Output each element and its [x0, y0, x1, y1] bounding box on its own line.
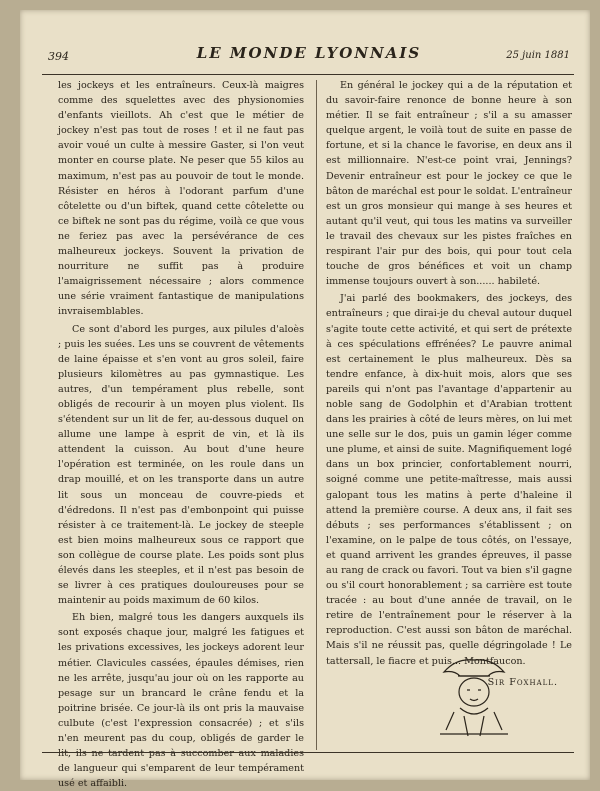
right-paragraph-1: En général le jockey qui a de la réputation et du savoir-faire renonce de bonne heure à son métier. Il se fait entraîneur ; s'il a su amasser quelque argent, le voilà tout de suite en passe de fortune, et si la chance le favorise, en deux ans il est millionnaire. N'est-ce point vrai, Jennings? Devenir entraîneur est pour le jockey ce que le bâton de maréchal est pour le soldat. L'entraîneur est un gros monsieur qui mange à ses heures et autant qu'il veut, qui tous les matins va surveiller le travail des chevaux sur les pistes fraîches en respirant l'air pur des bois, qui pour tout cela touche de gros bénéfices et voit un champ immense toujours ouvert à son...... habileté. [326, 80, 572, 288]
masthead [48, 44, 570, 66]
journal-title: LE MONDE LYONNAIS [196, 44, 422, 62]
header-rule [42, 74, 574, 75]
left-paragraph-2: Ce sont d'abord les purges, aux pilules d'aloès ; puis les suées. Les uns se couvrent de vêtements de laine épaisse et s'en vont au gros soleil, faire plusieurs kilomètres au pas gymnastique. Les autres, d'un tempérament plus rebelle, sont obligés de recourir à un moyen plus violent. Ils s'étendent sur un lit de fer, au-dessous duquel on allume une lampe à esprit de vin, et là ils attendent la cuisson. Au bout d'une heure l'opération est terminée, on les roule dans un drap mouillé, et on les transporte dans un autre lit sous un monceau de couvre-pieds et d'édredons. Il n'est pas d'embonpoint qui puisse résister à ce traitement-là. Le jockey de steeple est bien moins malheureux sous ce rapport que son collègue de course plate. Les poids sont plus élevés dans les steeples, et il n'est pas besoin de se livrer à ces pratiques douloureuses pour se maintenir au poids maximum de 60 kilos. [58, 323, 304, 607]
page-number: 394 [48, 50, 69, 63]
jockey-vignette-illustration [434, 650, 514, 740]
column-divider [316, 80, 317, 750]
right-column [326, 78, 572, 690]
footer-rule [42, 752, 574, 753]
page [20, 10, 590, 790]
left-column [58, 78, 304, 791]
right-paragraph-2: J'ai parlé des bookmakers, des jockeys, des entraîneurs ; que dirai-je du cheval autour duquel s'agite toute cette activité, et qui sert de prétexte à ces spéculations effrénées? Le pauvre animal est certainement le plus malheureux. Dès sa tendre enfance, à dix-huit mois, alors que ses pareils qui n'ont pas l'avantage d'appartenir au noble sang de Godolphin et d'Arabian trottent dans les prairies à côté de leurs mères, on lui met une selle sur le dos, puis un gamin léger comme une plume, et ainsi de suite. Magnifiquement logé dans un box princier, confortablement nourri, soigné comme une petite-maîtresse, mais aussi galopant tous les matins à perte d'haleine il attend la première course. A deux ans, il fait ses débuts ; ses performances s'établissent ; on l'examine, on le palpe de tous côtés, on l'essaye, et quand arrivent les grandes épreuves, il passe au rang de crack ou favori. Tout va bien s'il gagne ou s'il court honorablement ; sa carrière est toute tracée : au bout d'une année de travail, on le retire de l'entraînement pour le réserver à la reproduction. C'est aussi son bâton de maréchal. Mais s'il ne réussit pas, quelle dégringolade ! Le tattersall, le fiacre et puis... Montfaucon. [326, 293, 572, 667]
author-signature: Sir Foxhall. [487, 676, 558, 688]
issue-date: 25 juin 1881 [506, 50, 570, 61]
left-paragraph-3: Eh bien, malgré tous les dangers auxquels ils sont exposés chaque jour, malgré les fatigues et les privations excessives, les jockeys adorent leur métier. Clavicules cassées, épaules démises, rien ne les arrête, jusqu'au jour où on les rapporte au pesage sur un brancard le crâne fendu et la poitrine brisée. Ce jour-là ils ont pris la mauvaise culbute (c'est l'expression consacrée) ; et s'ils n'en meurent pas du coup, obligés de garder le lit, ils ne tardent pas à succomber aux maladies de langueur qui s'emparent de leur tempérament usé et affaibli. [58, 612, 304, 790]
left-paragraph-1: les jockeys et les entraîneurs. Ceux-là maigres comme des squelettes avec des physionomies d'enfants vieillots. Ah c'est que le métier de jockey n'est pas tout de roses ! et il ne faut pas avoir voué un culte à messire Gaster, si l'on veut monter en course plate. Ne peser que 55 kilos au maximum, n'est pas au pouvoir de tout le monde. Résister en héros à l'odorant parfum d'une côtelette ou d'un biftek, quand cette côtelette ou ce biftek ne sont pas du régime, voilà ce que vous ne feriez pas avec la persévérance de ces malheureux jockeys. Souvent la privation de nourriture ne suffit pas à produire l'amaigrissement nécessaire ; alors commence une série vraiment fantastique de manipulations invraisemblables. [58, 80, 304, 318]
